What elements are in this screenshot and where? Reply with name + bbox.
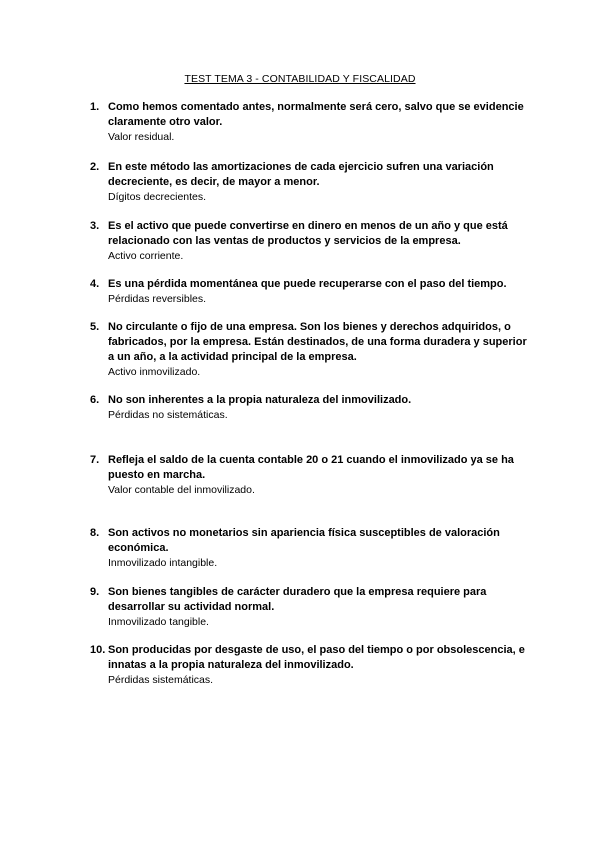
question-item bbox=[90, 526, 530, 571]
question-answer: Valor residual. bbox=[108, 131, 175, 143]
question-item bbox=[90, 160, 530, 205]
question-item bbox=[90, 277, 530, 307]
question-answer: Pérdidas reversibles. bbox=[108, 293, 207, 305]
question-number: 4. bbox=[90, 278, 100, 290]
question-answer: Activo inmovilizado. bbox=[108, 366, 201, 378]
question-answer: Valor contable del inmovilizado. bbox=[108, 484, 255, 496]
question-item bbox=[90, 643, 530, 688]
question-text: Refleja el saldo de la cuenta contable 20 o 21 cuando el inmovilizado ya se ha puesto en marcha. bbox=[108, 454, 514, 481]
question-text: Es una pérdida momentánea que puede recuperarse con el paso del tiempo. bbox=[108, 278, 507, 290]
question-number: 1. bbox=[90, 101, 100, 113]
question-number: 7. bbox=[90, 454, 100, 466]
question-answer: Dígitos decrecientes. bbox=[108, 191, 207, 203]
question-answer: Inmovilizado intangible. bbox=[108, 557, 218, 569]
question-item bbox=[90, 393, 530, 423]
question-item bbox=[90, 320, 530, 380]
question-number: 8. bbox=[90, 527, 100, 539]
question-answer: Activo corriente. bbox=[108, 250, 184, 262]
question-number: 2. bbox=[90, 161, 100, 173]
question-text: Como hemos comentado antes, normalmente será cero, salvo que se evidencie claramente otro valor. bbox=[108, 101, 524, 128]
question-number: 6. bbox=[90, 394, 100, 406]
question-answer: Pérdidas no sistemáticas. bbox=[108, 409, 228, 421]
question-number: 10. bbox=[90, 644, 106, 656]
question-item bbox=[90, 219, 530, 264]
page-title: TEST TEMA 3 - CONTABILIDAD Y FISCALIDAD bbox=[184, 73, 416, 85]
question-number: 3. bbox=[90, 220, 100, 232]
question-text: Son producidas por desgaste de uso, el paso del tiempo o por obsolescencia, e innatas a la propia naturaleza del inmovilizado. bbox=[108, 644, 525, 671]
question-item bbox=[90, 585, 530, 630]
question-text: No son inherentes a la propia naturaleza del inmovilizado. bbox=[108, 394, 412, 406]
question-text: En este método las amortizaciones de cada ejercicio sufren una variación decreciente, es decir, de mayor a menor. bbox=[108, 161, 494, 188]
question-text: Es el activo que puede convertirse en dinero en menos de un año y que está relacionado con las ventas de productos y servicios de la empresa. bbox=[108, 220, 508, 247]
question-text: Son bienes tangibles de carácter duradero que la empresa requiere para desarrollar su actividad normal. bbox=[108, 586, 487, 613]
question-answer: Inmovilizado tangible. bbox=[108, 616, 209, 628]
question-text: Son activos no monetarios sin apariencia física susceptibles de valoración económica. bbox=[108, 527, 500, 554]
question-item bbox=[90, 453, 530, 498]
question-text: No circulante o fijo de una empresa. Son los bienes y derechos adquiridos, o fabricados, por la empresa. Están destinados, de una forma duradera y superior a un año, a la actividad principal de la empresa. bbox=[108, 321, 527, 363]
question-number: 5. bbox=[90, 321, 100, 333]
question-item bbox=[90, 100, 530, 145]
question-answer: Pérdidas sistemáticas. bbox=[108, 674, 214, 686]
question-number: 9. bbox=[90, 586, 100, 598]
